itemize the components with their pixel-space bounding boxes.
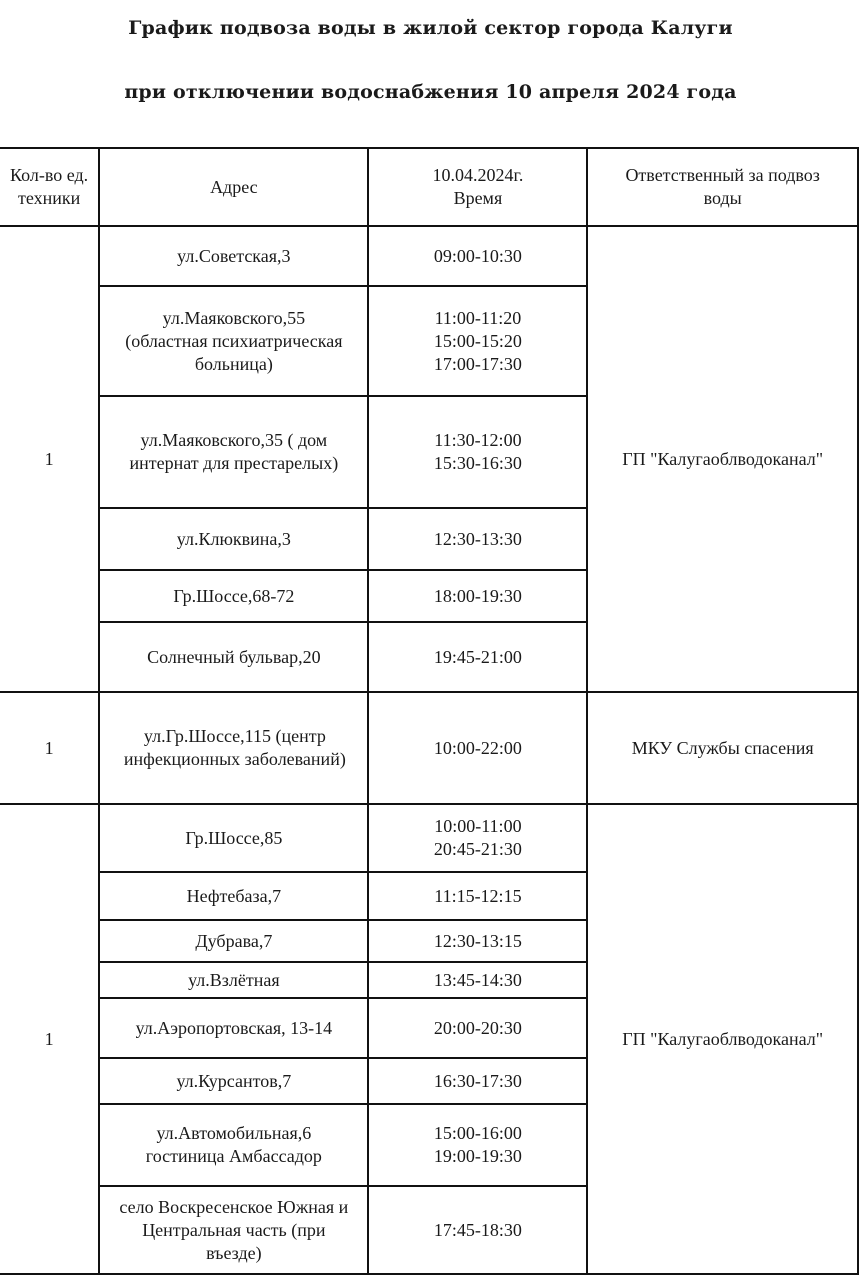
address-cell: село Воскресенское Южная и Центральная часть (при въезде) [99,1186,368,1274]
document-title-line-1: График подвоза воды в жилой сектор города Калуги [128,17,733,39]
time-cell: 17:45-18:30 [368,1186,587,1274]
address-cell: ул.Советская,3 [99,226,368,286]
address-cell: ул.Аэропортовская, 13-14 [99,998,368,1058]
time-cell: 15:00-16:00 19:00-19:30 [368,1104,587,1186]
address-cell: Нефтебаза,7 [99,872,368,920]
header-count: Кол-во ед. техники [0,148,99,226]
header-time: 10.04.2024г. Время [368,148,587,226]
table-row [0,804,858,872]
address-cell: Гр.Шоссе,85 [99,804,368,872]
time-cell: 19:45-21:00 [368,622,587,692]
time-cell: 10:00-22:00 [368,692,587,804]
address-cell: ул.Автомобильная,6 гостиница Амбассадор [99,1104,368,1186]
responsible-cell: ГП "Калугаоблводоканал" [587,226,858,692]
time-cell: 12:30-13:15 [368,920,587,962]
address-cell: ул.Взлётная [99,962,368,998]
vehicle-count-cell: 1 [0,226,99,692]
document-title-line-2: при отключении водоснабжения 10 апреля 2024 года [124,81,737,103]
time-cell: 11:00-11:20 15:00-15:20 17:00-17:30 [368,286,587,396]
responsible-cell: МКУ Службы спасения [587,692,858,804]
time-cell: 11:15-12:15 [368,872,587,920]
address-cell: ул.Маяковского,35 ( дом интернат для престарелых) [99,396,368,508]
time-cell: 09:00-10:30 [368,226,587,286]
time-cell: 20:00-20:30 [368,998,587,1058]
address-cell: ул.Маяковского,55 (областная психиатрическая больница) [99,286,368,396]
address-cell: ул.Клюквина,3 [99,508,368,570]
vehicle-count-cell: 1 [0,804,99,1274]
address-cell: Дубрава,7 [99,920,368,962]
vehicle-count-cell: 1 [0,692,99,804]
time-cell: 10:00-11:00 20:45-21:30 [368,804,587,872]
time-cell: 13:45-14:30 [368,962,587,998]
address-cell: ул.Курсантов,7 [99,1058,368,1104]
time-cell: 12:30-13:30 [368,508,587,570]
time-cell: 11:30-12:00 15:30-16:30 [368,396,587,508]
table-row [0,226,858,286]
table-header-row [0,148,858,226]
responsible-cell: ГП "Калугаоблводоканал" [587,804,858,1274]
time-cell: 16:30-17:30 [368,1058,587,1104]
table-row [0,692,858,804]
address-cell: ул.Гр.Шоссе,115 (центр инфекционных заболеваний) [99,692,368,804]
water-delivery-schedule-table [0,147,859,1275]
time-cell: 18:00-19:30 [368,570,587,622]
header-address: Адрес [99,148,368,226]
header-responsible: Ответственный за подвоз воды [587,148,858,226]
address-cell: Солнечный бульвар,20 [99,622,368,692]
address-cell: Гр.Шоссе,68-72 [99,570,368,622]
